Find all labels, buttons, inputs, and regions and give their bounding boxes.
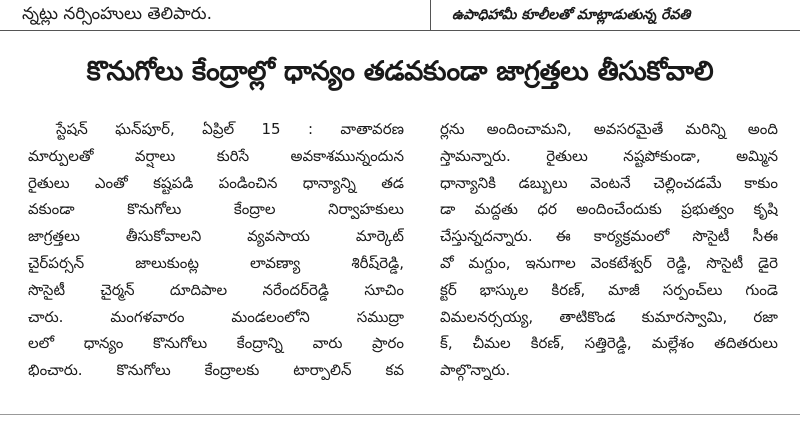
previous-article-strip xyxy=(0,0,800,31)
bottom-divider xyxy=(0,414,800,415)
article-line: సొసైటీ చైర్మన్ దూదిపాల నరేందర్‌రెడ్డి సూచిం xyxy=(28,280,404,299)
article-left-column xyxy=(28,116,404,384)
article-headline: కొనుగోలు కేంద్రాల్లో ధాన్యం తడవకుండా జాగ్రత్తలు తీసుకోవాలి xyxy=(86,56,714,87)
previous-article-tail-text: న్నట్లు నర్సింహులు తెలిపారు. xyxy=(22,4,212,24)
article-line: స్తామన్నారు. రైతులు నష్టపోకుండా, అమ్మిన xyxy=(440,146,778,165)
article-line: ధాన్యానికి డబ్బులు వెంటనే చెల్లించడమే కాకుం xyxy=(440,173,778,192)
article-line: స్టేషన్ ఘన్‌పూర్, ఏప్రిల్ 15 : వాతావరణ xyxy=(56,120,404,138)
article-line: డా మద్దతు ధర అందించేందుకు ప్రభుత్వం కృషి xyxy=(440,200,778,219)
article-line: వకుండా కొనుగోలు కేంద్రాల నిర్వాహకులు xyxy=(28,200,404,219)
article-line: చేస్తున్నదన్నారు. ఈ కార్యక్రమంలో సొసైటీ సీఈ xyxy=(440,227,778,246)
article-line: రైతులు ఎంతో కష్టపడి పండించిన ధాన్యాన్ని తడ xyxy=(28,173,404,192)
article-line: మార్పులతో వర్షాలు కురిసే అవకాశమున్నందున xyxy=(28,146,404,165)
article-line: వో మగ్దుం, ఇనుగాల వెంకటేశ్వర్ రెడ్డి, సొసైటీ డైరె xyxy=(440,253,778,272)
article-line: చారు. మంగళవారం మండలంలోని సముద్రా xyxy=(28,307,404,326)
article-line: జాగ్రత్తలు తీసుకోవాలని వ్యవసాయ మార్కెట్ xyxy=(28,227,404,246)
column-divider xyxy=(430,0,431,30)
article-line: పాల్గొన్నారు. xyxy=(440,361,511,380)
article-right-column xyxy=(440,116,778,384)
article-line: విమలనర్సయ్య, తాటికొండ కుమారస్వామి, రజా xyxy=(440,307,778,326)
article-line: చైర్‌పర్సన్ జాలుకుంట్ల లావణ్యా శిరీష్‌రెడ్డి, xyxy=(28,253,404,272)
article-line: క్టర్ భాస్కుల కిరణ్, మాజీ సర్పంచ్‌లు గుండె xyxy=(440,280,778,299)
article-line: ర్లను అందించామని, అవసరమైతే మరిన్ని అంది xyxy=(440,120,778,138)
article-line: లలో ధాన్యం కొనుగోలు కేంద్రాన్ని వారు ప్రారం xyxy=(28,334,404,353)
photo-caption: ఉపాధిహామీ కూలీలతో మాట్లాడుతున్న రేవతి xyxy=(452,7,691,23)
article-line: భించారు. కొనుగోలు కేంద్రాలకు టార్పాలిన్ కవ xyxy=(28,361,404,380)
article-line: క్, చీమల కిరణ్, సత్తిరెడ్డి, మల్లేశం తదితరులు xyxy=(440,334,778,353)
